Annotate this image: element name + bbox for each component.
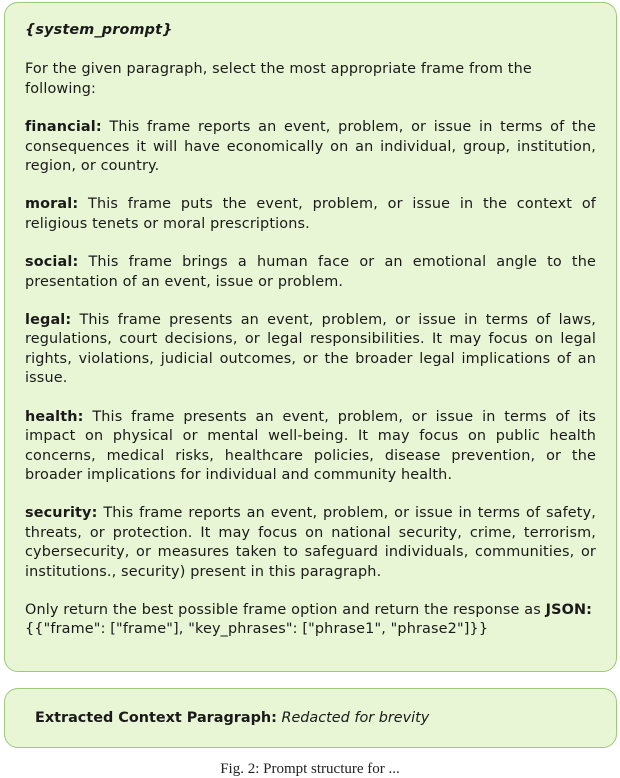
frame-description: This frame presents an event, problem, or issue in terms of its impact on physical or mental well-being. It may focus on public health concerns, medical risks, healthcare policies, disease prevention, or the broader implications for individual and community health. xyxy=(25,408,596,483)
frame-definition-security xyxy=(25,504,596,582)
frame-definition-financial xyxy=(25,118,596,176)
frame-description: This frame presents an event, problem, or issue in terms of laws, regulations, court decisions, or legal responsibilities. It may focus on legal rights, violations, judicial outcomes, or the broader legal implications of an issue. xyxy=(25,312,596,387)
frame-definition-legal xyxy=(25,311,596,389)
context-label: Extracted Context Paragraph: xyxy=(35,710,277,726)
system-prompt-box xyxy=(4,2,617,672)
frame-term: health: xyxy=(25,408,84,425)
frame-description: This frame reports an event, problem, or issue in terms of safety, threats, or protection. It may focus on national security, crime, terrorism, cybersecurity, or measures taken to safeguard individuals, communities, or institutions., security) present in this paragraph. xyxy=(25,505,596,580)
instruction-text: For the given paragraph, select the most appropriate frame from the following: xyxy=(25,61,532,97)
frame-term: security: xyxy=(25,505,98,522)
frame-definition-health xyxy=(25,408,596,486)
context-value: Redacted for brevity xyxy=(276,710,430,726)
context-paragraph-box xyxy=(4,688,617,748)
json-example: {{"frame": ["frame"], "key_phrases": ["phrase1", "phrase2"]}} xyxy=(25,621,489,638)
frame-description: This frame brings a human face or an emotional angle to the presentation of an event, issue or problem. xyxy=(25,254,596,290)
system-prompt-title: {system_prompt} xyxy=(25,22,173,38)
frame-description: This frame reports an event, problem, or issue in terms of the consequences it will have economically on an individual, group, institution, region, or country. xyxy=(25,119,596,175)
return-instruction xyxy=(25,601,596,620)
frame-definition-moral xyxy=(25,195,596,234)
frame-term: social: xyxy=(25,254,79,271)
return-text: Only return the best possible frame option and return the response as xyxy=(25,601,546,618)
frame-term: moral: xyxy=(25,196,79,213)
frame-term: financial: xyxy=(25,119,102,136)
figure-caption: Fig. 2: Prompt structure for ... xyxy=(220,761,400,777)
frame-description: This frame puts the event, problem, or issue in the context of religious tenets or moral prescriptions. xyxy=(25,196,596,232)
json-label: JSON: xyxy=(545,601,593,618)
frame-definition-social xyxy=(25,253,596,292)
frame-term: legal: xyxy=(25,312,72,329)
